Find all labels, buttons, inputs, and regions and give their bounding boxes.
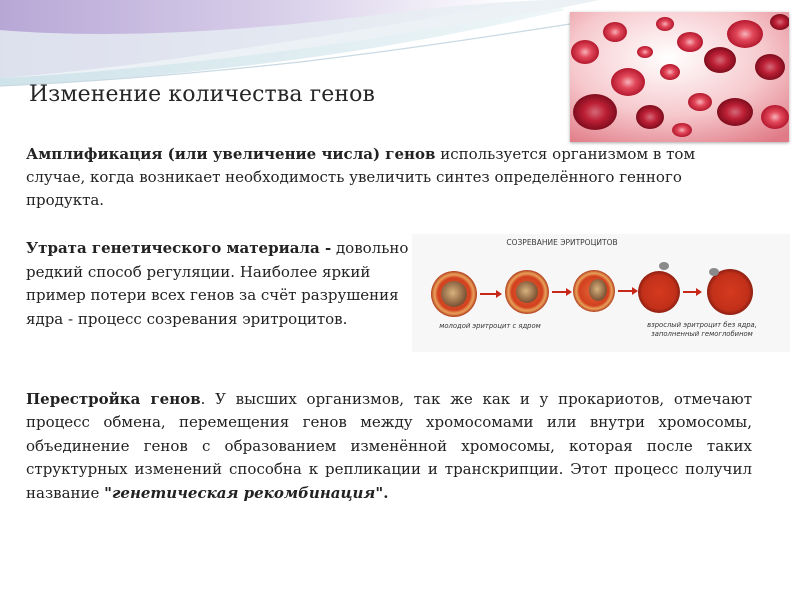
amplification-text: используется организмом в том случае, когда возникает необходимость увеличить синтез определённого генного продукта.: [26, 145, 696, 209]
mature-erythrocyte-label-1: взрослый эритроцит без ядра,: [647, 321, 757, 329]
young-erythrocyte-label: молодой эритроцит с ядром: [439, 322, 541, 330]
slide-title: Изменение количества генов: [29, 82, 375, 107]
diagram-title: СОЗРЕВАНИЕ ЭРИТРОЦИТОВ: [506, 238, 618, 247]
amplification-term: Амплификация (или увеличение числа) генов: [26, 145, 436, 163]
gene-rearrangement-text: . У высших организмов, так же как и у прокариотов, отмечают процесс обмена, перемещения генов между хромосомами или внутри хромосомы, объединение генов с образованием изменённой хромосомы, которая после таких структурных изменений способна к репликации и транскрипции. Этот процесс получил название: [26, 390, 752, 502]
gene-rearrangement-paragraph: [26, 388, 752, 505]
genetic-loss-text: довольно редкий способ регуляции. Наиболее яркий пример потери всех генов за счёт разрушения ядра - процесс созревания эритроцитов.: [26, 239, 409, 328]
gene-rearrangement-term: Перестройка генов: [26, 390, 201, 408]
gene-rearrangement-end: .: [383, 483, 389, 502]
genetic-loss-term: Утрата генетического материала -: [26, 239, 332, 257]
genetic-recombination-term: "генетическая рекомбинация": [104, 483, 384, 502]
red-blood-cells-image: [570, 12, 789, 142]
mature-erythrocyte-label-2: заполненный гемоглобином: [651, 330, 753, 338]
amplification-paragraph: [26, 143, 746, 212]
erythrocyte-maturation-diagram: [412, 234, 790, 352]
genetic-loss-paragraph: [26, 237, 411, 331]
